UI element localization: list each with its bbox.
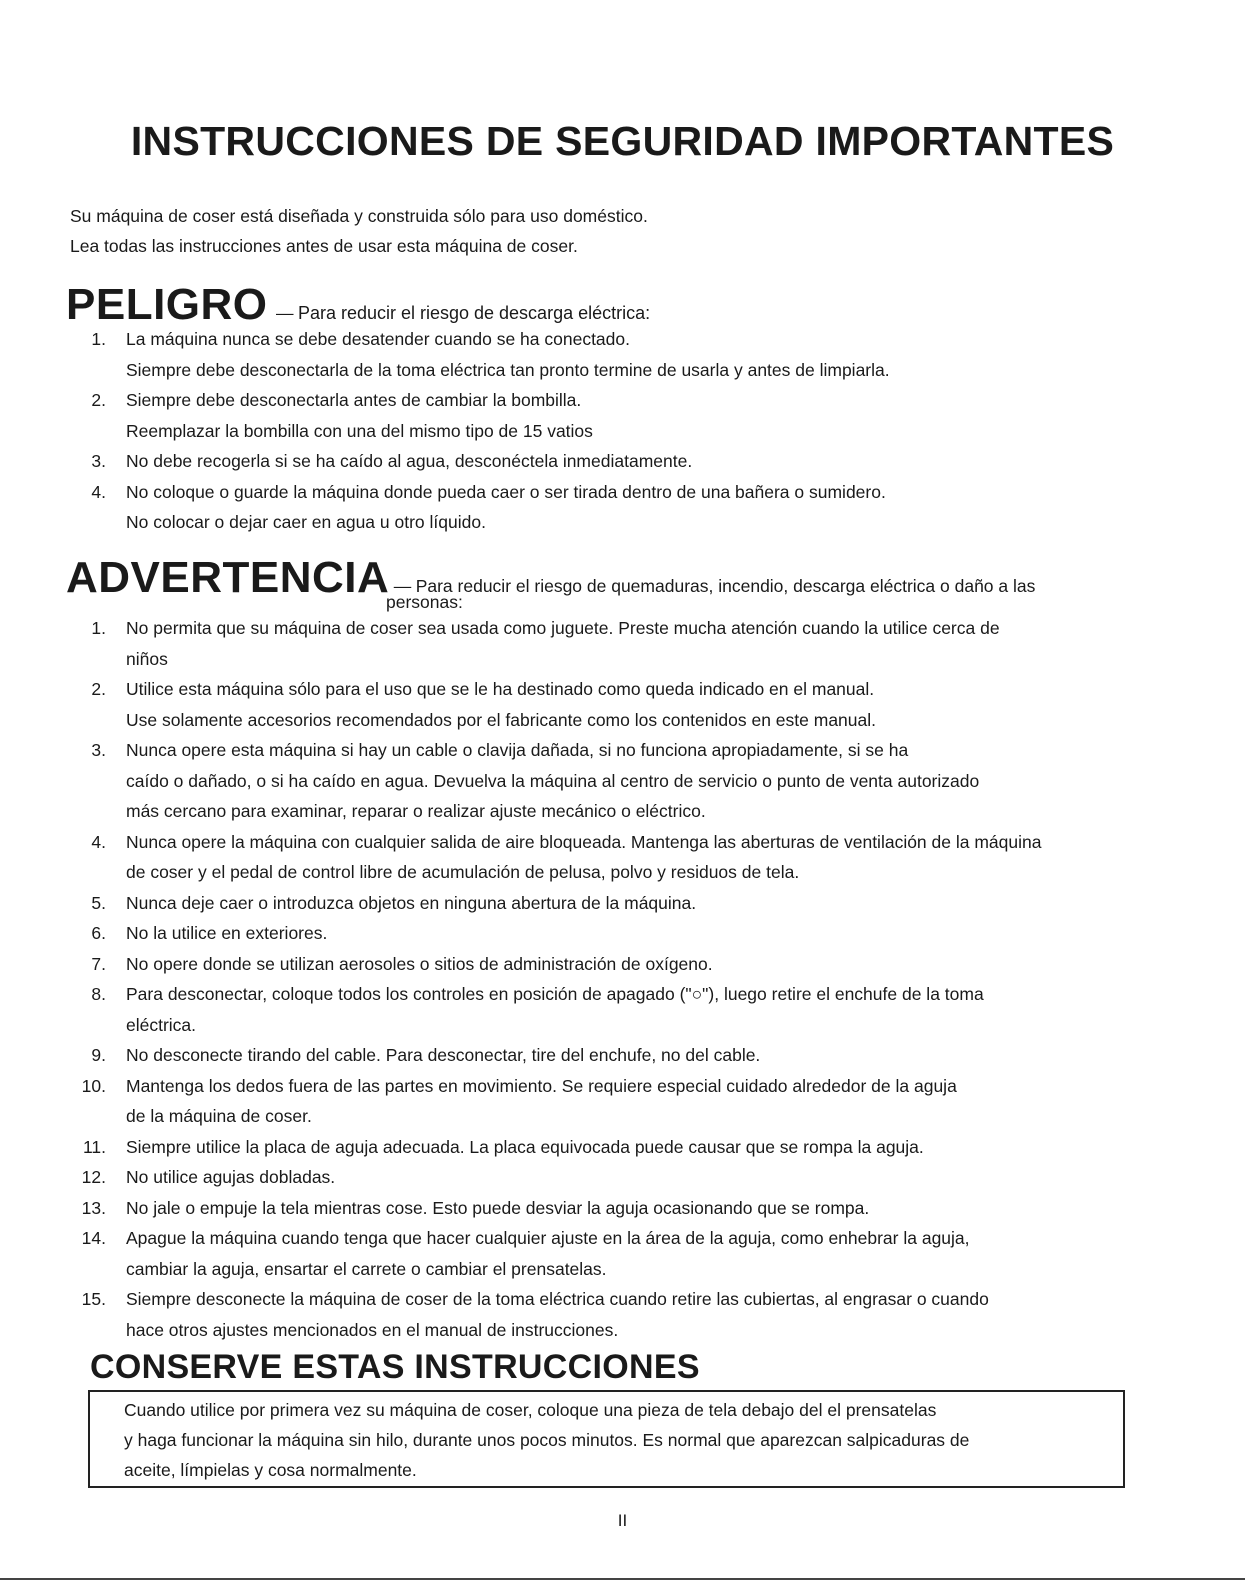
item-text-line: hace otros ajustes mencionados en el manual de instrucciones.: [126, 1319, 619, 1340]
item-text-line: No permita que su máquina de coser sea usada como juguete. Preste mucha atención cuando la utilice cerca de: [126, 618, 1000, 638]
item-text-line: caído o dañado, o si ha caído en agua. Devuelva la máquina al centro de servicio o punto de venta autorizado: [126, 770, 980, 791]
list-item: [0, 827, 1245, 888]
item-number: 15.: [81, 1289, 106, 1309]
item-text-line: No utilice agujas dobladas.: [126, 1167, 336, 1187]
item-text-line: No desconecte tirando del cable. Para desconectar, tire del enchufe, no del cable.: [126, 1045, 761, 1065]
peligro-subtitle: Para reducir el riesgo de descarga eléctrica:: [297, 303, 651, 323]
list-item: [0, 324, 1245, 385]
list-item: [0, 888, 1245, 919]
item-text-line: Apague la máquina cuando tenga que hacer cualquier ajuste en la área de la aguja, como enhebrar la aguja,: [126, 1228, 970, 1248]
item-number: 14.: [81, 1228, 106, 1248]
list-item: [0, 446, 1245, 477]
list-item: [0, 1040, 1245, 1071]
item-text-line: Nunca opere esta máquina si hay un cable o clavija dañada, si no funciona apropiadamente, si se ha: [126, 740, 909, 760]
item-text-line: No opere donde se utilizan aerosoles o sitios de administración de oxígeno.: [126, 953, 713, 974]
intro-line-2: Lea todas las instrucciones antes de usar esta máquina de coser.: [70, 236, 578, 256]
bottom-rule: [0, 1578, 1245, 1580]
item-text-line: Mantenga los dedos fuera de las partes en movimiento. Se requiere especial cuidado alrededor de la aguja: [126, 1075, 957, 1096]
item-text-line: más cercano para examinar, reparar o realizar ajuste mecánico o eléctrico.: [126, 801, 706, 821]
item-text-line: cambiar la aguja, ensartar el carrete o cambiar el prensatelas.: [126, 1258, 607, 1279]
item-text-line: Para desconectar, coloque todos los controles en posición de apagado ("○"), luego retire el enchufe de la toma: [126, 984, 984, 1004]
list-item: [0, 1284, 1245, 1345]
item-text-line: La máquina nunca se debe desatender cuando se ha conectado.: [126, 329, 630, 349]
list-item: [0, 1162, 1245, 1193]
list-item: [0, 949, 1245, 980]
notice-line-2: y haga funcionar la máquina sin hilo, durante unos pocos minutos. Es normal que aparezcan salpicaduras de: [124, 1430, 970, 1450]
item-text-line: Siempre desconecte la máquina de coser de la toma eléctrica cuando retire las cubiertas, al engrasar o cuando: [126, 1289, 989, 1309]
list-item: [0, 613, 1245, 674]
item-number: 3.: [91, 451, 106, 471]
list-item: [0, 477, 1245, 538]
advertencia-heading: ADVERTENCIA: [66, 553, 390, 602]
advertencia-subtitle: Para reducir el riesgo de quemaduras, incendio, descarga eléctrica o daño a las: [415, 576, 1036, 596]
list-item: [0, 1071, 1245, 1132]
item-number: 1.: [91, 329, 106, 349]
notice-line-1: Cuando utilice por primera vez su máquina de coser, coloque una pieza de tela debajo del el prensatelas: [124, 1400, 937, 1420]
list-item: [0, 385, 1245, 446]
item-number: 4.: [91, 831, 106, 852]
notice-box: [88, 1390, 1125, 1488]
list-item: [0, 918, 1245, 949]
item-text-line: Nunca opere la máquina con cualquier salida de aire bloqueada. Mantenga las aberturas de ventilación de la máquina: [126, 831, 1042, 852]
item-text-line: Utilice esta máquina sólo para el uso que se le ha destinado como queda indicado en el manual.: [126, 679, 875, 699]
advertencia-header: [66, 553, 1035, 603]
page-title: INSTRUCCIONES DE SEGURIDAD IMPORTANTES: [130, 118, 1115, 164]
item-text-line: Siempre debe desconectarla de la toma eléctrica tan pronto termine de usarla y antes de limpiarla.: [126, 359, 890, 380]
item-text-line: niños: [126, 648, 168, 669]
item-number: 3.: [91, 740, 106, 760]
item-number: 5.: [91, 892, 106, 913]
item-text-line: Use solamente accesorios recomendados por el fabricante como los contenidos en este manual.: [126, 709, 876, 730]
item-number: 11.: [82, 1136, 106, 1157]
conserve-heading: CONSERVE ESTAS INSTRUCCIONES: [90, 1348, 700, 1386]
item-text-line: de coser y el pedal de control libre de acumulación de pelusa, polvo y residuos de tela.: [126, 862, 800, 882]
list-item: [0, 1223, 1245, 1284]
item-number: 2.: [91, 679, 106, 699]
peligro-list: [0, 324, 1245, 538]
item-text-line: de la máquina de coser.: [126, 1106, 312, 1126]
peligro-header: [66, 280, 650, 330]
list-item: [0, 674, 1245, 735]
item-text-line: Siempre debe desconectarla antes de cambiar la bombilla.: [126, 390, 582, 410]
item-text-line: No coloque o guarde la máquina donde pueda caer o ser tirada dentro de una bañera o sumidero.: [126, 481, 886, 502]
item-text-line: No colocar o dejar caer en agua u otro líquido.: [126, 512, 486, 532]
item-text-line: eléctrica.: [126, 1014, 197, 1035]
list-item: [0, 1193, 1245, 1224]
item-number: 6.: [91, 923, 106, 943]
advertencia-dash: —: [393, 576, 412, 596]
item-number: 4.: [91, 481, 106, 502]
item-text-line: Nunca deje caer o introduzca objetos en ninguna abertura de la máquina.: [126, 892, 697, 913]
peligro-dash: —: [275, 303, 294, 323]
peligro-heading: PELIGRO: [66, 280, 268, 329]
item-number: 8.: [91, 984, 106, 1004]
item-text-line: No la utilice en exteriores.: [126, 923, 328, 943]
item-number: 13.: [81, 1197, 106, 1218]
notice-line-3: aceite, límpielas y cosa normalmente.: [124, 1460, 417, 1480]
advertencia-subtitle-2: personas:: [386, 592, 463, 612]
advertencia-list: [0, 613, 1245, 1345]
item-number: 1.: [91, 618, 106, 638]
item-text-line: Reemplazar la bombilla con una del mismo tipo de 15 vatios: [126, 420, 593, 441]
list-item: [0, 735, 1245, 827]
list-item: [0, 1132, 1245, 1163]
list-item: [0, 979, 1245, 1040]
item-text-line: No debe recogerla si se ha caído al agua, desconéctela inmediatamente.: [126, 451, 693, 471]
item-text-line: No jale o empuje la tela mientras cose. Esto puede desviar la aguja ocasionando que se rompa.: [126, 1197, 870, 1218]
intro-line-1: Su máquina de coser está diseñada y construida sólo para uso doméstico.: [70, 206, 648, 226]
item-text-line: Siempre utilice la placa de aguja adecuada. La placa equivocada puede causar que se rompa la aguja.: [126, 1136, 924, 1157]
item-number: 2.: [91, 390, 106, 410]
item-number: 12.: [81, 1167, 106, 1187]
page-number: II: [617, 1511, 628, 1530]
item-number: 7.: [91, 953, 106, 974]
item-number: 9.: [91, 1045, 106, 1065]
item-number: 10.: [81, 1075, 106, 1096]
